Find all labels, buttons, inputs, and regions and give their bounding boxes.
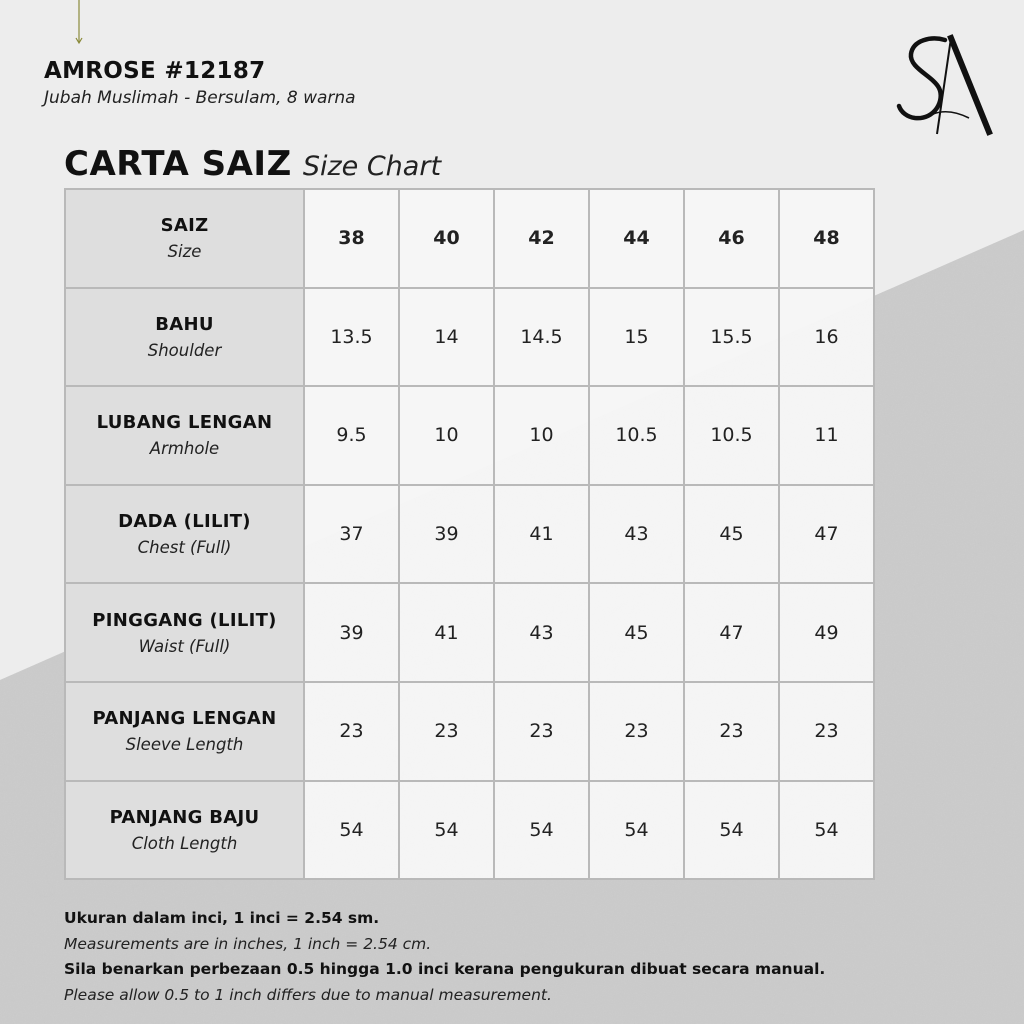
- table-cell: 14: [399, 288, 494, 387]
- table-row: [65, 781, 874, 880]
- table-row: [65, 386, 874, 485]
- table-cell: 45: [589, 583, 684, 682]
- table-row: [65, 682, 874, 781]
- row-label-cell: [65, 781, 304, 880]
- table-cell: 43: [494, 583, 589, 682]
- down-arrow-icon: [74, 0, 84, 46]
- size-chart-table: [64, 188, 875, 880]
- table-cell: 49: [779, 583, 874, 682]
- table-cell: 23: [494, 682, 589, 781]
- table-cell: 11: [779, 386, 874, 485]
- product-header: [44, 58, 356, 108]
- table-cell: 10: [494, 386, 589, 485]
- table-cell: 10.5: [684, 386, 779, 485]
- row-label: LUBANG LENGAN: [96, 412, 273, 434]
- row-label: PANJANG LENGAN: [92, 708, 277, 730]
- table-cell: 15.5: [684, 288, 779, 387]
- chart-heading: [64, 144, 441, 184]
- row-label: PANJANG BAJU: [109, 806, 260, 828]
- table-cell: 23: [304, 682, 399, 781]
- row-label-cell: [65, 386, 304, 485]
- table-cell: 54: [779, 781, 874, 880]
- table-cell: 54: [684, 781, 779, 880]
- row-label: BAHU: [155, 313, 214, 335]
- table-cell: 10: [399, 386, 494, 485]
- table-cell: 45: [684, 485, 779, 584]
- row-label-en: Armhole: [149, 439, 220, 459]
- table-cell: 47: [779, 485, 874, 584]
- table-cell: 23: [589, 682, 684, 781]
- size-header-cell: 48: [779, 189, 874, 288]
- table-cell: 54: [494, 781, 589, 880]
- header-label: SAIZ: [160, 215, 209, 237]
- note-line-2: Measurements are in inches, 1 inch = 2.54 cm.: [64, 934, 432, 953]
- row-label-cell: [65, 583, 304, 682]
- header-label-en: Size: [167, 242, 202, 262]
- note-line-1: Ukuran dalam inci, 1 inci = 2.54 sm.: [64, 909, 380, 927]
- note-line-4: Please allow 0.5 to 1 inch differs due to manual measurement.: [64, 985, 552, 1004]
- chart-heading-sub: Size Chart: [302, 151, 442, 182]
- table-cell: 23: [779, 682, 874, 781]
- row-label-cell: [65, 288, 304, 387]
- row-label: DADA (LILIT): [118, 511, 251, 533]
- table-cell: 23: [399, 682, 494, 781]
- table-cell: 54: [304, 781, 399, 880]
- table-cell: 41: [399, 583, 494, 682]
- table-cell: 41: [494, 485, 589, 584]
- table-cell: 54: [589, 781, 684, 880]
- size-header-cell: 42: [494, 189, 589, 288]
- brand-logo: [893, 34, 993, 138]
- table-cell: 10.5: [589, 386, 684, 485]
- table-cell: 23: [684, 682, 779, 781]
- table-cell: 37: [304, 485, 399, 584]
- measurement-notes: [64, 906, 825, 1008]
- row-label-cell: [65, 682, 304, 781]
- size-header-cell: 44: [589, 189, 684, 288]
- table-cell: 13.5: [304, 288, 399, 387]
- table-cell: 47: [684, 583, 779, 682]
- size-header-cell: 40: [399, 189, 494, 288]
- table-cell: 15: [589, 288, 684, 387]
- product-subtitle: Jubah Muslimah - Bersulam, 8 warna: [44, 88, 356, 108]
- row-label: PINGGANG (LILIT): [92, 609, 277, 631]
- note-line-3: Sila benarkan perbezaan 0.5 hingga 1.0 inci kerana pengukuran dibuat secara manual.: [64, 960, 826, 978]
- row-label-en: Shoulder: [147, 340, 222, 360]
- row-label-en: Chest (Full): [137, 538, 232, 558]
- table-cell: 9.5: [304, 386, 399, 485]
- table-cell: 39: [304, 583, 399, 682]
- chart-heading-main: CARTA SAIZ: [64, 144, 292, 184]
- row-label-cell: [65, 485, 304, 584]
- row-label-en: Sleeve Length: [125, 735, 244, 755]
- row-label-en: Waist (Full): [138, 636, 231, 656]
- table-cell: 43: [589, 485, 684, 584]
- table-row: [65, 288, 874, 387]
- header-label-cell: [65, 189, 304, 288]
- size-header-cell: 46: [684, 189, 779, 288]
- table-cell: 16: [779, 288, 874, 387]
- size-header-cell: 38: [304, 189, 399, 288]
- product-title: AMROSE #12187: [44, 58, 266, 84]
- table-cell: 39: [399, 485, 494, 584]
- table-row: [65, 485, 874, 584]
- table-row: [65, 583, 874, 682]
- table-cell: 14.5: [494, 288, 589, 387]
- row-label-en: Cloth Length: [131, 833, 238, 853]
- table-cell: 54: [399, 781, 494, 880]
- table-header-row: [65, 189, 874, 288]
